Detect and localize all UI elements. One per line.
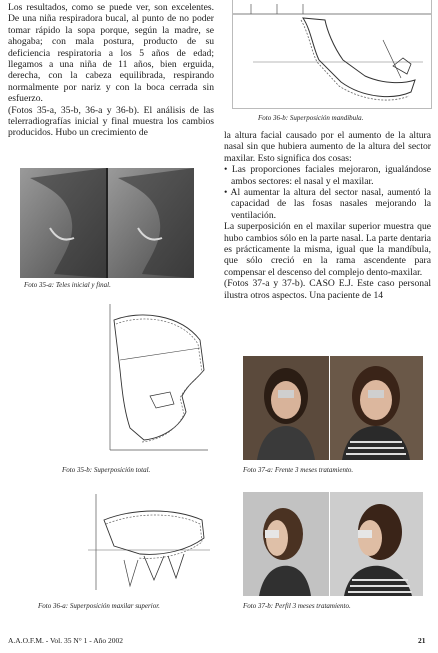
caption-foto-36b: Foto 36-b: Superposición mandíbula. <box>258 114 364 122</box>
left-column-text <box>8 2 214 139</box>
right-bullet-2: • Al aumentar la altura del sector nasal, aumentó la capacidad de las fosas nasales mejorando la ventilación. <box>224 187 431 221</box>
caption-foto-35b: Foto 35-b: Superposición total. <box>62 466 151 474</box>
photo-37a-frontal <box>243 356 329 460</box>
right-para-2: La superposición en el maxilar superior muestra que hubo cambios sólo en la parte nasal. La parte dentaria es prácticamente la misma, igual que la mandíbula, que sólo creció en la rama ascendente para compensar el descenso del complejo dento-maxilar. <box>224 221 431 278</box>
figure-36b-mandible-tracing <box>232 0 432 109</box>
left-para-1: Los resultados, como se puede ver, son excelentes. De una niña respiradora bucal, al punto de no poder tomar rápido la sopa porque, según la madre, se ahogaba; con mala postura, producto de su deficiencia respiratoria a los 5 años de edad; llegamos a una niña de 11 años, bien erguida, derecha, con la cabeza equilibrada, respirando normalmente por nariz y con la boca cerrada sin esfuerzo. <box>8 2 214 105</box>
caption-foto-37b: Foto 37-b: Perfil 3 meses tratamiento. <box>243 602 351 610</box>
photo-37b-profile <box>243 492 329 596</box>
page-number: 21 <box>418 636 426 645</box>
photo-37a-frontal-after <box>330 356 423 460</box>
photo-35a-xrays <box>20 168 194 278</box>
right-para-3: (Fotos 37-a y 37-b). CASO E.J. Este caso personal ilustra otros aspectos. Una paciente de 14 <box>224 278 431 301</box>
right-para-1: la altura facial causado por el aumento de la altura nasal sin que hubiera aumento de la altura del sector maxilar. Esto significa dos cosas: <box>224 130 431 164</box>
photo-37b-profile-after <box>330 492 423 596</box>
figure-36a-maxillary-superposition <box>84 490 212 596</box>
caption-foto-36a: Foto 36-a: Superposición maxilar superior. <box>38 602 160 610</box>
caption-foto-35a: Foto 35-a: Teles inicial y final. <box>24 281 111 289</box>
figure-35b-total-superposition <box>100 300 210 460</box>
left-para-2: (Fotos 35-a, 35-b, 36-a y 36-b). El análisis de las telerradiografías inicial y final muestra los cambios producidos. Hubo un crecimiento de <box>8 104 214 139</box>
caption-foto-37a: Foto 37-a: Frente 3 meses tratamiento. <box>243 466 354 474</box>
journal-footer: A.A.O.F.M. - Vol. 35 N° 1 - Año 2002 <box>8 636 124 645</box>
right-column-text <box>224 130 431 301</box>
right-bullet-1: • Las proporciones faciales mejoraron, igualándose ambos sectores: el nasal y el maxilar. <box>224 164 431 187</box>
